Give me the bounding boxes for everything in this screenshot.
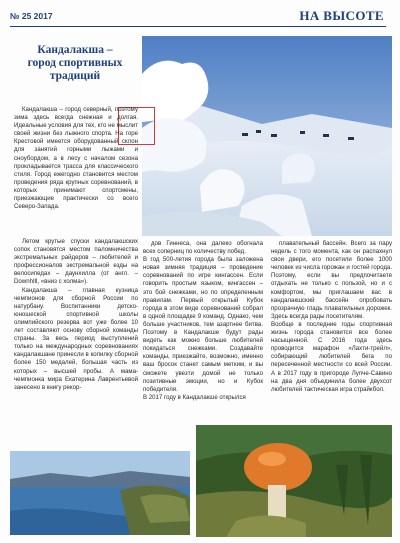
paragraph: дов Гиннеса, она далеко обогнала всех соперниц по количеству побед. В год 500-летия города была заложена новая зимняя традиция – проведение соревнований по игре кингассен. Если говорить простым языком, кингассен – это бой снежками, но по определенным правилам. Первый открытый Кубок города в этом виде соревнований собрал в одной площадке 9 команд. Однако, чем больше участников, тем азартнее битва. Поэтому в Кандалакше будут рады видеть как можно больше любителей покидаться снежками. Создавайте команды, приезжайте, возможно, именно ваш бросок станет самым метким, и вы сможете увезти домой не только позитивные эмоции, но и Кубок победителя. В 2017 году в Кандалакше открылся (143, 240, 263, 401)
snow-landscape-photo (142, 36, 392, 236)
paragraph: Кандалакша – город северный, поэтому зима здесь всегда снежная и долгая. Идеальные условия для тех, кто не мыслит своей жизни без лыжного спорта. На горе Крестовой имеется оборудованный склон для занятий горными лыжами и сноубордом, а в лесу с началом сезона прокладывается трасса для классического стиля. Город ежегодно становится местом проведения ряда крупных соревнований, в которых принимают спортсмены, приезжающие практически со всего Северо-Запада. (14, 106, 138, 211)
column-1-body (14, 238, 138, 392)
column-1-intro (14, 106, 138, 211)
header-divider (10, 26, 386, 27)
paragraph: Летом крутые спуски кандалакшских сопок становятся местом паломничества экстремальных райдеров – любителей и профессионалов экстремальной езды на велосипедах – даунхилла (от англ. – DownhIll, «вниз с холма»). (14, 238, 138, 286)
mushroom-forest-photo (196, 425, 392, 537)
paragraph: Кандалакша – главная кузница чемпионов для сборной России по натурбану. Воспитанники детско-юношеской спортивной школы олимпийского резерва вот уже более 10 лет составляют основу сборной команды страны. За весь период выступлений только на международных соревнованиях кандалакшане принесли в копилку сборной более 150 медалей, большая часть из которых – высшей пробы. А мама-чемпионка мира Екатерина Лаврентьевой занесено в книгу рекор- (14, 286, 138, 391)
paragraph: плавательный бассейн. Всего за пару недель с того момента, как он распахнул свои двери, его посетили более 1000 человек из числа горожан и гостей города. Поэтому, если вы предпочитаете отдыхать не только с пользой, но и с комфортом, мы приглашаем вас в кандалакшский бассейн опробовать прозрачную гладь плавательных дорожек. Здесь всегда рады посетителям. Вообще в последние годы спортивная жизнь города становится все более насыщенной. С 2016 года здесь проводится марафон «Лахти-трейл», собирающий любителей бега по пересеченной местности со всей России. А в 2017 году в пригороде Лупче-Савино на два дня объединила более двухсот любителей тактическая игра страйкбол. (271, 240, 392, 393)
article-title: Кандалакша – город спортивных традиций (27, 44, 123, 82)
lake-photo (10, 451, 190, 535)
column-2 (143, 240, 263, 402)
column-3 (271, 240, 392, 394)
issue-number: № 25 2017 (10, 11, 53, 21)
section-title: НА ВЫСОТЕ (299, 8, 384, 23)
